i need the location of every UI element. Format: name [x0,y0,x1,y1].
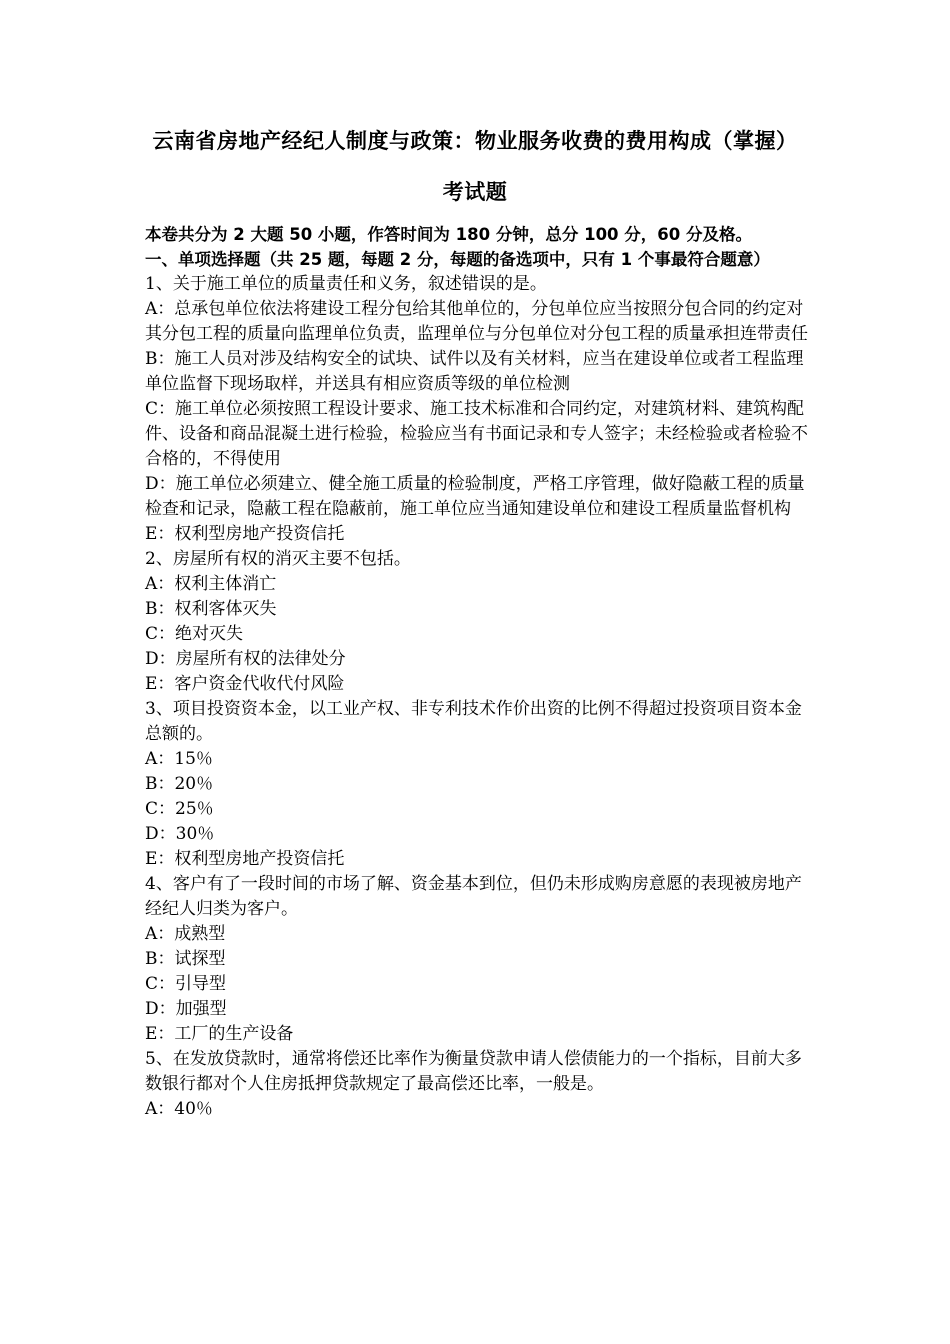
section-heading: 一、单项选择题（共 25 题，每题 2 分，每题的备选项中，只有 1 个事最符合题意） [145,250,770,269]
option-b: B：权利客体灭失 [145,599,277,619]
option-c: C：25％ [145,799,214,819]
question-text: 5、在发放贷款时，通常将偿还比率作为衡量贷款申请人偿债能力的一个指标，目前大多数银行都对个人住房抵押贷款规定了最高偿还比率，一般是。 [145,1049,802,1094]
option-a: A：总承包单位依法将建设工程分包给其他单位的，分包单位应当按照分包合同的约定对其分包工程的质量向监理单位负责，监理单位与分包单位对分包工程的质量承担连带责任 [145,299,808,344]
option-d: D：房屋所有权的法律处分 [145,649,346,669]
option-c: C：引导型 [145,974,227,994]
option-d: D：30％ [145,824,215,844]
option-c: C：施工单位必须按照工程设计要求、施工技术标准和合同约定，对建筑材料、建筑构配件、设备和商品混凝土进行检验，检验应当有书面记录和专人签字；未经检验或者检验不合格的，不得使用 [145,399,808,469]
document-title-line1: 云南省房地产经纪人制度与政策：物业服务收费的费用构成（掌握） [152,129,798,153]
option-a: A：40％ [145,1099,213,1119]
question-text: 1、关于施工单位的质量责任和义务，叙述错误的是。 [145,274,547,294]
document-title-line2: 考试题 [442,180,508,204]
question-5 [145,1047,810,1122]
question-4 [145,872,810,1047]
option-d: D：施工单位必须建立、健全施工质量的检验制度，严格工序管理，做好隐蔽工程的质量检查和记录，隐蔽工程在隐蔽前，施工单位应当通知建设单位和建设工程质量监督机构 [145,474,805,519]
option-b: B：试探型 [145,949,226,969]
question-text: 2、房屋所有权的消灭主要不包括。 [145,549,411,569]
question-text: 3、项目投资资本金，以工业产权、非专利技术作价出资的比例不得超过投资项目资本金总额的。 [145,699,802,744]
option-e: E：权利型房地产投资信托 [145,849,345,869]
question-2 [145,547,810,697]
option-b: B：20％ [145,774,214,794]
question-3 [145,697,810,872]
option-d: D：加强型 [145,999,227,1019]
option-e: E：客户资金代收代付风险 [145,674,345,694]
option-a: A：权利主体消亡 [145,574,277,594]
option-e: E：权利型房地产投资信托 [145,524,345,544]
question-1 [145,272,810,547]
option-c: C：绝对灭失 [145,624,244,644]
exam-intro: 本卷共分为 2 大题 50 小题，作答时间为 180 分钟，总分 100 分，60 分及格。 [145,225,752,244]
option-a: A：15％ [145,749,213,769]
option-a: A：成熟型 [145,924,226,944]
question-text: 4、客户有了一段时间的市场了解、资金基本到位，但仍未形成购房意愿的表现被房地产经纪人归类为客户。 [145,874,802,919]
option-e: E：工厂的生产设备 [145,1024,294,1044]
document-body [145,222,810,1122]
option-b: B：施工人员对涉及结构安全的试块、试件以及有关材料，应当在建设单位或者工程监理单位监督下现场取样，并送具有相应资质等级的单位检测 [145,349,804,394]
